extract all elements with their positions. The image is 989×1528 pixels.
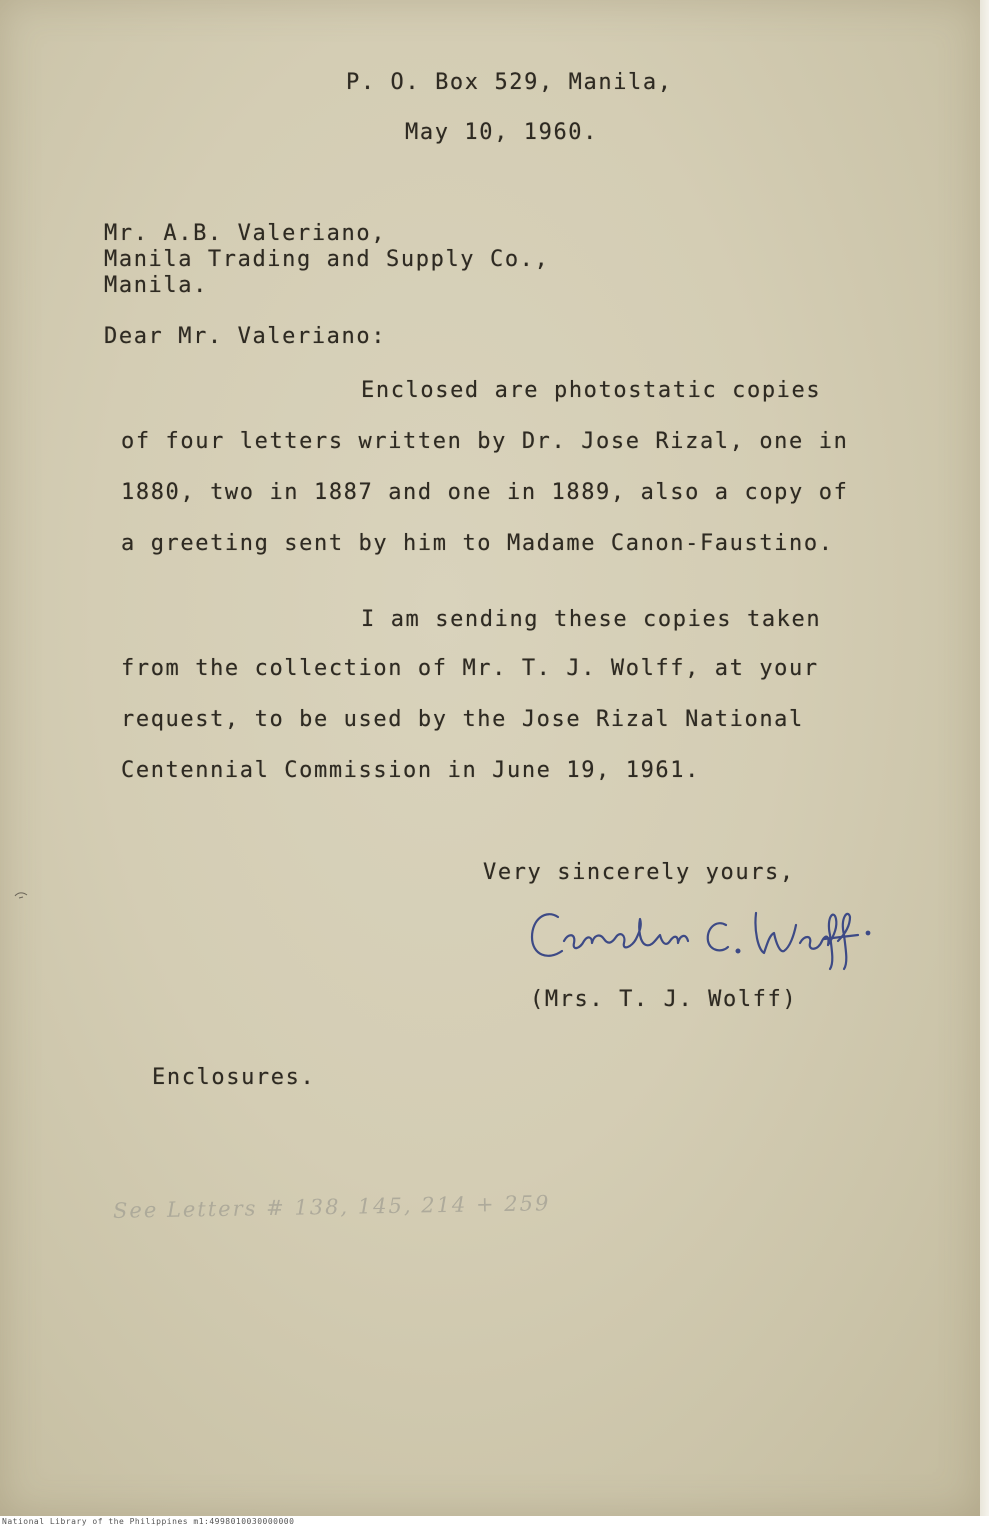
paragraph1-line: Enclosed are photostatic copies [361,378,822,403]
paper-blemish [14,890,28,900]
recipient-company: Manila Trading and Supply Co., [104,247,550,272]
paragraph1-line: 1880, two in 1887 and one in 1889, also a copy of [121,480,849,505]
paragraph2-line: Centennial Commission in June 19, 1961. [121,758,700,783]
return-address: P. O. Box 529, Manila, [346,70,673,95]
closing: Very sincerely yours, [483,860,795,885]
signer-name: (Mrs. T. J. Wolff) [530,987,798,1012]
scan-footer-text: National Library of the Philippines m1:4998010030000000 [2,1517,295,1526]
letter-date: May 10, 1960. [405,120,598,145]
paragraph2-line: I am sending these copies taken [361,607,822,632]
recipient-name: Mr. A.B. Valeriano, [104,221,387,246]
handwritten-signature [528,895,888,975]
paragraph2-line: from the collection of Mr. T. J. Wolff, at your [121,656,819,681]
salutation: Dear Mr. Valeriano: [104,324,387,349]
page-edge [980,0,989,1516]
paragraph1-line: of four letters written by Dr. Jose Rizal, one in [121,429,849,454]
pencil-annotation: See Letters # 138, 145, 214 + 259 [112,1191,551,1223]
recipient-city: Manila. [104,273,208,298]
enclosures-note: Enclosures. [152,1065,316,1090]
paragraph1-line: a greeting sent by him to Madame Canon-Faustino. [121,531,834,556]
paragraph2-line: request, to be used by the Jose Rizal National [121,707,804,732]
